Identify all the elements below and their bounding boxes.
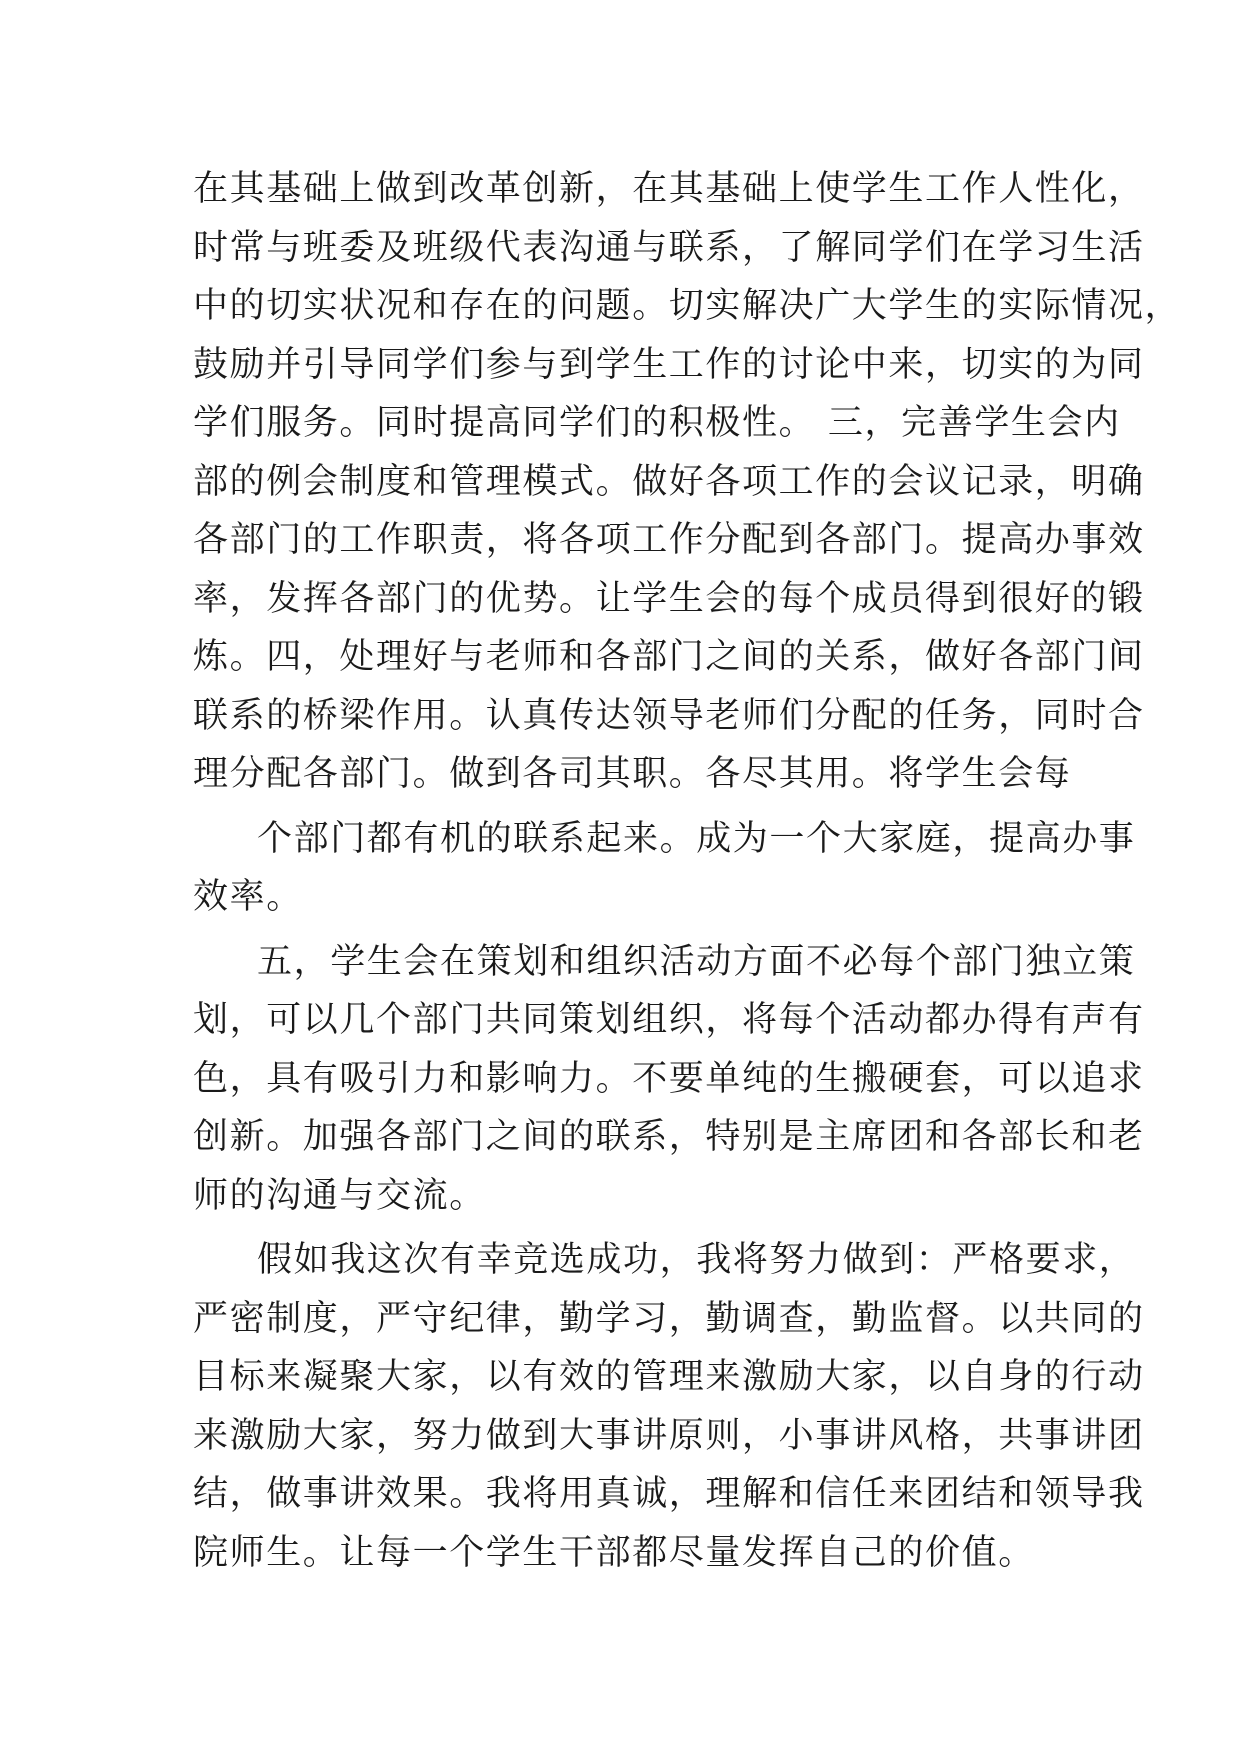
- text-line: 在其基础上做到改革创新，在其基础上使学生工作人性化，: [193, 169, 1145, 209]
- text-line: 严密制度，严守纪律，勤学习，勤调查，勤监督。以共同的: [193, 1298, 1145, 1339]
- text-line: 联系的桥梁作用。认真传达领导老师们分配的任务，同时合: [193, 695, 1145, 736]
- text-line: 理分配各部门。做到各司其职。各尽其用。将学生会每: [193, 754, 1072, 794]
- text-line: 炼。四，处理好与老师和各部门之间的关系，做好各部门间: [193, 637, 1145, 677]
- text-line: 院师生。让每一个学生干部都尽量发挥自己的价值。: [193, 1532, 1035, 1573]
- text-line: 鼓励并引导同学们参与到学生工作的讨论中来，切实的为同: [193, 344, 1145, 385]
- text-line: 创新。加强各部门之间的联系，特别是主席团和各部长和老: [193, 1117, 1145, 1157]
- text-line: 部的例会制度和管理模式。做好各项工作的会议记录，明确: [193, 461, 1145, 502]
- text-line: 结，做事讲效果。我将用真诚，理解和信任来团结和领导我: [193, 1474, 1145, 1514]
- text-line: 五，学生会在策划和组织活动方面不必每个部门独立策: [257, 941, 1136, 982]
- text-line: 各部门的工作职责，将各项工作分配到各部门。提高办事效: [193, 520, 1145, 560]
- document-body: [193, 160, 1182, 1582]
- text-line: 学们服务。同时提高同学们的积极性。 三，完善学生会内: [193, 403, 1121, 443]
- text-line: 假如我这次有幸竞选成功，我将努力做到：严格要求，: [257, 1240, 1136, 1280]
- text-line: 个部门都有机的联系起来。成为一个大家庭，提高办事: [257, 818, 1136, 859]
- text-line: 师的沟通与交流。: [193, 1175, 486, 1216]
- text-line: 来激励大家，努力做到大事讲原则，小事讲风格，共事讲团: [193, 1415, 1145, 1456]
- text-line: 中的切实状况和存在的问题。切实解决广大学生的实际情况，: [193, 286, 1182, 326]
- text-line: 率，发挥各部门的优势。让学生会的每个成员得到很好的锻: [193, 578, 1145, 619]
- text-line: 色，具有吸引力和影响力。不要单纯的生搬硬套，可以追求: [193, 1058, 1145, 1099]
- text-line: 效率。: [193, 877, 303, 917]
- text-line: 目标来凝聚大家，以有效的管理来激励大家，以自身的行动: [193, 1357, 1145, 1397]
- text-line: 划，可以几个部门共同策划组织，将每个活动都办得有声有: [193, 1000, 1145, 1040]
- text-line: 时常与班委及班级代表沟通与联系，了解同学们在学习生活: [193, 227, 1145, 268]
